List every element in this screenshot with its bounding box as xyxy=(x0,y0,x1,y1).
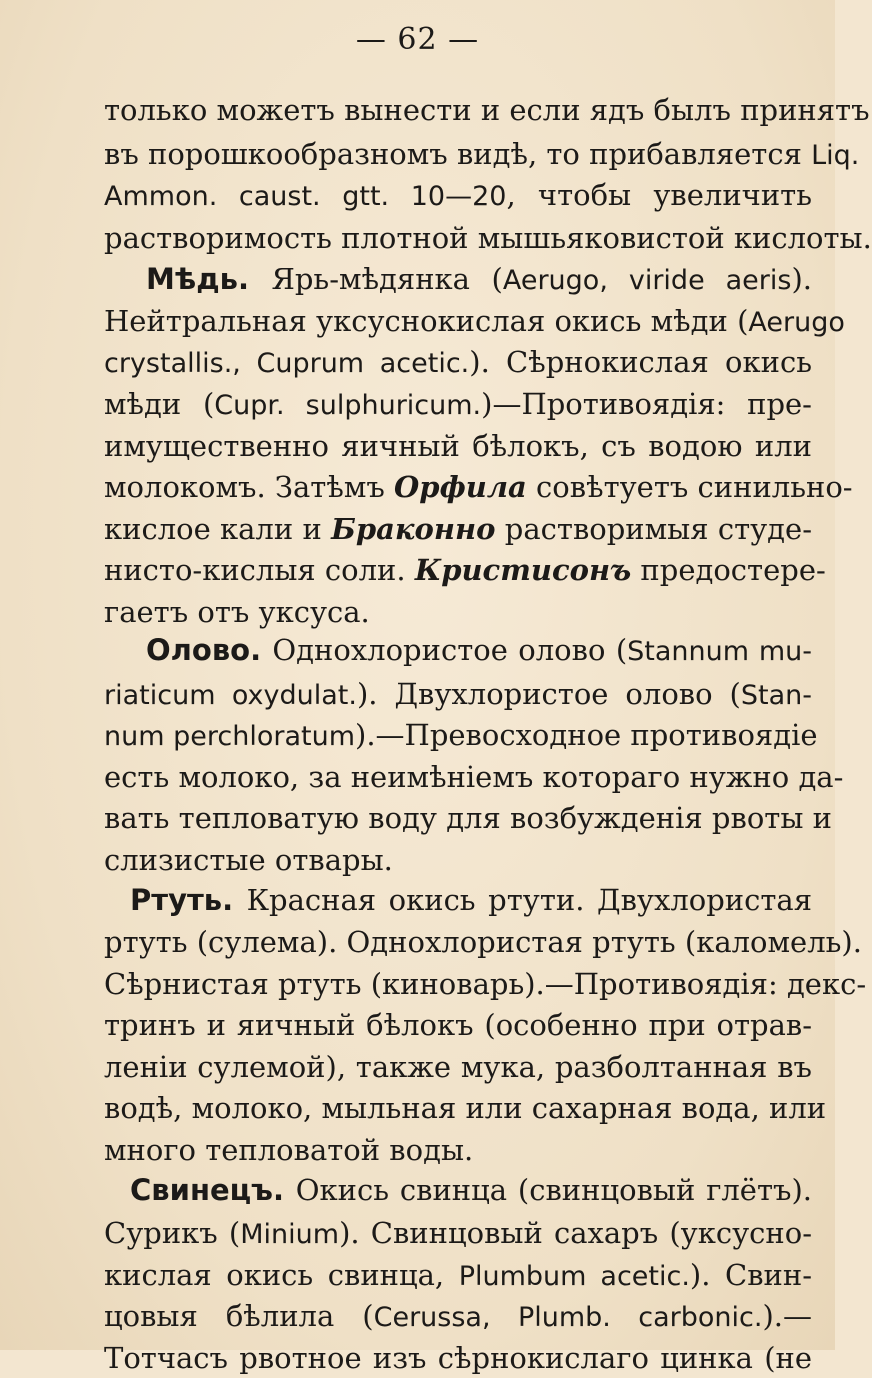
text-line xyxy=(104,1255,812,1295)
text-line xyxy=(130,1170,812,1210)
author-name: Кристисонъ xyxy=(414,553,632,587)
text-line xyxy=(146,630,812,670)
text-segment: ). Свинцовый сахаръ (уксусно- xyxy=(339,1216,812,1250)
text-segment: кислая окись свинца, xyxy=(104,1258,459,1292)
section-heading: Олово. xyxy=(146,633,273,667)
section-heading: Мѣдь. xyxy=(146,262,272,296)
text-segment: ).—Превосходное противоядіе xyxy=(355,718,818,752)
text-segment: кислое кали и xyxy=(104,512,332,546)
text-line xyxy=(104,134,860,174)
text-line xyxy=(104,426,812,466)
text-segment: нисто-кислыя соли. xyxy=(104,553,415,587)
text-segment: вать тепловатую воду для возбужденія рвоты и xyxy=(104,801,832,835)
text-segment: ).— xyxy=(762,1299,812,1333)
text-segment: ). xyxy=(791,262,812,296)
text-segment: имущественно яичный бѣлокъ, съ водою или xyxy=(104,429,812,463)
text-segment: )—Противоядія: пре- xyxy=(481,387,812,421)
text-line xyxy=(104,592,812,632)
latin-term: Stan- xyxy=(740,680,812,711)
text-segment: ). Сѣрнокислая окись xyxy=(469,345,812,379)
section-heading: Ртуть. xyxy=(130,883,247,917)
text-segment: Сѣрнистая ртуть (киноварь).—Противоядія: декс- xyxy=(104,967,867,1001)
text-segment: ). Двухлористое олово ( xyxy=(356,677,741,711)
latin-term: Aerugo, viride aeris xyxy=(502,265,792,296)
text-line xyxy=(104,798,832,838)
latin-term: Minium xyxy=(240,1219,340,1250)
text-line xyxy=(104,550,826,590)
text-segment: много тепловатой воды. xyxy=(104,1133,474,1167)
latin-term: Cerussa, Plumb. carbonic. xyxy=(373,1302,763,1333)
text-line xyxy=(104,1130,812,1170)
text-segment: леніи сулемой), также мука, разболтанная въ xyxy=(104,1050,812,1084)
text-segment: только можетъ вынести и если ядъ былъ принятъ xyxy=(104,93,870,127)
text-line xyxy=(104,1047,812,1087)
text-line xyxy=(146,259,812,299)
text-segment: мѣди ( xyxy=(104,387,215,421)
text-segment: Красная окись ртути. Двухлористая xyxy=(246,883,812,917)
text-segment: тринъ и яичный бѣлокъ (особенно при отрав- xyxy=(104,1008,812,1042)
text-segment: , чтобы увеличить xyxy=(506,178,812,212)
text-line xyxy=(104,467,853,507)
text-segment: Окись свинца (свинцовый глётъ). xyxy=(295,1173,812,1207)
text-line xyxy=(104,922,862,962)
text-segment: слизистые отвары. xyxy=(104,843,393,877)
latin-term: crystallis., Cuprum acetic. xyxy=(104,348,470,379)
text-line xyxy=(104,509,812,549)
text-line xyxy=(104,757,844,797)
text-line xyxy=(104,384,812,424)
text-line xyxy=(104,1213,812,1253)
text-segment: предостере- xyxy=(631,553,826,587)
text-segment: растворимость плотной мышьяковистой кислоты. xyxy=(104,221,872,255)
text-segment: водѣ, молоко, мыльная или сахарная вода, или xyxy=(104,1091,827,1125)
text-segment: ). Свин- xyxy=(689,1258,812,1292)
text-line xyxy=(104,1005,812,1045)
text-segment: Однохлористое олово ( xyxy=(272,633,628,667)
latin-term: Stannum mu- xyxy=(627,636,812,667)
text-line xyxy=(104,840,812,880)
text-segment: есть молоко, за неимѣніемъ котораго нужно да- xyxy=(104,760,844,794)
text-segment: цовыя бѣлила ( xyxy=(104,1299,374,1333)
latin-term: Liq. xyxy=(811,140,860,171)
author-name: Орфила xyxy=(394,470,527,504)
text-line xyxy=(104,1296,812,1336)
latin-term: Cupr. sulphuricum. xyxy=(214,390,482,421)
text-segment: въ порошкообразномъ видѣ, то прибавляется xyxy=(104,137,812,171)
text-segment: молокомъ. Затѣмъ xyxy=(104,470,395,504)
latin-term: Aerugo xyxy=(748,307,845,338)
latin-term: num perchloratum xyxy=(104,721,355,752)
text-line xyxy=(130,880,812,920)
text-line xyxy=(104,175,812,215)
text-line xyxy=(104,90,870,130)
text-segment: гаетъ отъ уксуса. xyxy=(104,595,370,629)
text-segment: ртуть (сулема). Однохлористая ртуть (каломель). xyxy=(104,925,862,959)
text-line xyxy=(104,674,812,714)
text-line xyxy=(104,1088,827,1128)
text-line xyxy=(104,342,812,382)
text-segment: Тотчасъ рвотное изъ сѣрнокислаго цинка (не xyxy=(104,1341,812,1375)
page-number: — 62 — xyxy=(355,22,480,57)
text-line xyxy=(104,301,845,341)
latin-term: riaticum oxydulat. xyxy=(104,680,357,711)
text-line xyxy=(104,715,818,755)
text-segment: растворимыя студе- xyxy=(495,512,813,546)
text-line xyxy=(104,1338,812,1378)
section-heading: Свинецъ. xyxy=(130,1173,296,1207)
latin-term: Ammon. caust. gtt. 10—20 xyxy=(104,181,507,212)
text-line xyxy=(104,218,872,258)
latin-term: Plumbum acetic. xyxy=(458,1261,690,1292)
text-segment: Нейтральная уксуснокислая окись мѣди ( xyxy=(104,304,749,338)
text-segment: Сурикъ ( xyxy=(104,1216,241,1250)
author-name: Браконно xyxy=(331,512,496,546)
text-line xyxy=(104,964,867,1004)
text-segment: совѣтуетъ синильно- xyxy=(526,470,853,504)
text-segment: Ярь-мѣдянка ( xyxy=(271,262,503,296)
